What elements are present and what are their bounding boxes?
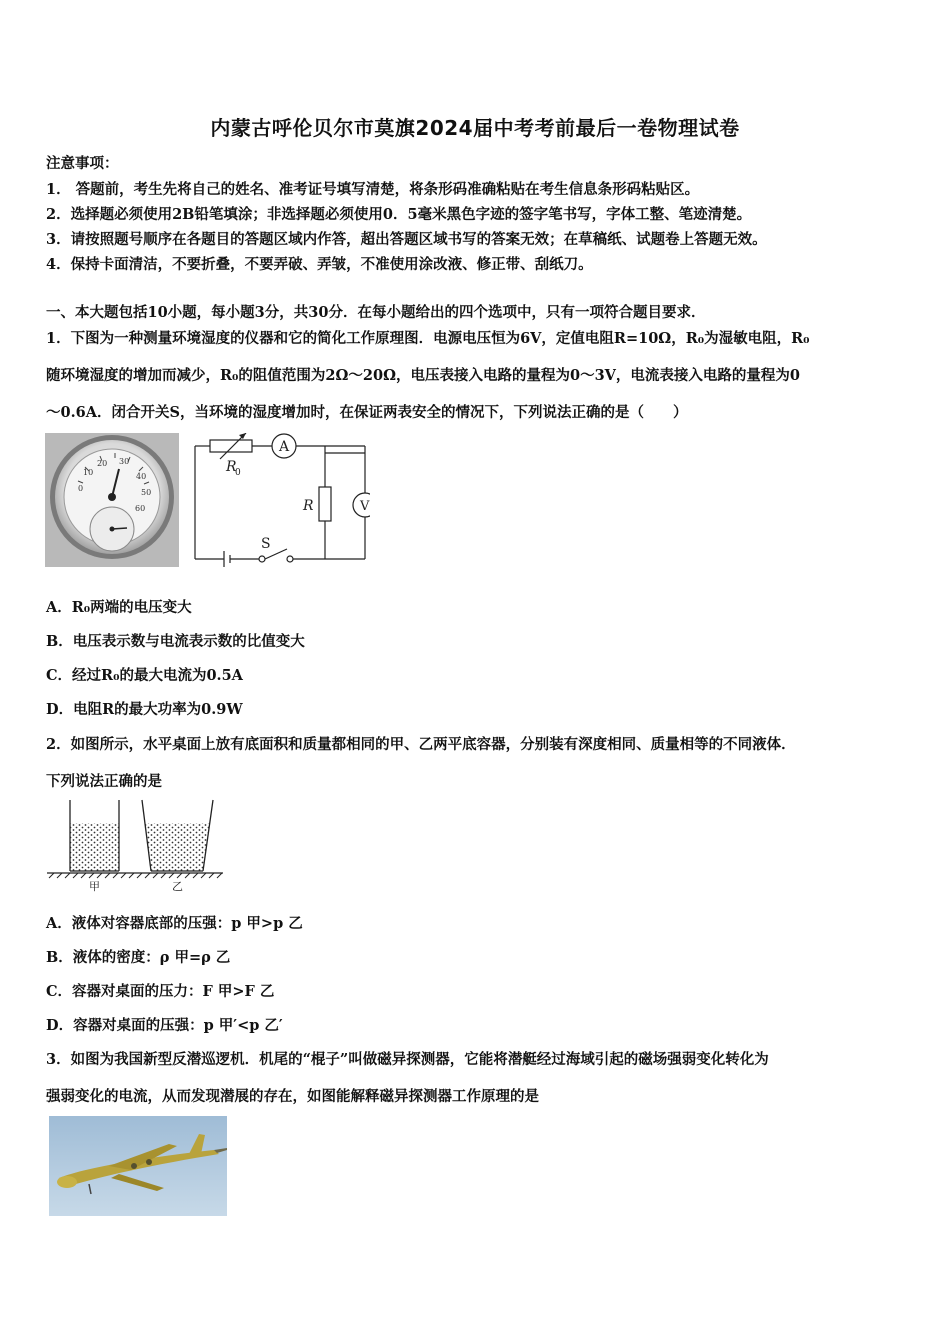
question-1-line: 1．下图为一种测量环境湿度的仪器和它的简化工作原理图．电源电压恒为6V，定值电阻R=10Ω，R₀为湿敏电阻，R₀ xyxy=(46,330,810,347)
notice-item: 4．保持卡面清洁，不要折叠，不要弄破、弄皱，不准使用涂改液、修正带、刮纸刀。 xyxy=(46,256,593,273)
q1-option-a[interactable]: A．R₀两端的电压变大 xyxy=(46,599,192,616)
r-label: R xyxy=(303,498,314,514)
notice-item: 2．选择题必须使用2B铅笔填涂；非选择题必须使用0．5毫米黑色字迹的签字笔书写，字体工整、笔迹清楚。 xyxy=(46,206,752,223)
hygrometer-image xyxy=(45,433,179,567)
container-label-jia: 甲 xyxy=(89,880,100,893)
q2-option-c[interactable]: C．容器对桌面的压力：F 甲>F 乙 xyxy=(46,983,275,1000)
notice-heading: 注意事项： xyxy=(46,155,119,172)
r0-subscript: 0 xyxy=(235,468,241,478)
voltmeter-label: V xyxy=(360,499,370,514)
question-1-line: ～0.6A．闭合开关S，当环境的湿度增加时，在保证两表安全的情况下，下列说法正确的是（ ） xyxy=(46,404,688,421)
q2-option-a[interactable]: A．液体对容器底部的压强：p 甲>p 乙 xyxy=(46,915,303,932)
hygrometer-mark: 50 xyxy=(141,488,152,497)
notice-item: 3．请按照题号顺序在各题目的答题区域内作答，超出答题区域书写的答案无效；在草稿纸、试题卷上答题无效。 xyxy=(46,231,767,248)
question-2-line: 2．如图所示，水平桌面上放有底面积和质量都相同的甲、乙两平底容器，分别装有深度相同、质量相等的不同液体． xyxy=(46,736,796,753)
containers-diagram xyxy=(45,796,225,894)
q1-option-b[interactable]: B．电压表示数与电流表示数的比值变大 xyxy=(46,633,305,650)
section-heading: 一、本大题包括10小题，每小题3分，共30分．在每小题给出的四个选项中，只有一项符合题目要求． xyxy=(46,304,706,321)
hygrometer-mark: 40 xyxy=(136,472,147,481)
q1-option-d[interactable]: D．电阻R的最大功率为0.9W xyxy=(46,701,243,718)
question-3-line: 3．如图为我国新型反潜巡逻机．机尾的“棍子”叫做磁异探测器，它能将潜艇经过海域引起的磁场强弱变化转化为 xyxy=(46,1051,769,1068)
page-title: 内蒙古呼伦贝尔市莫旗2024届中考考前最后一卷物理试卷 xyxy=(210,116,740,140)
hygrometer-mark: 60 xyxy=(135,504,146,513)
hygrometer-mark: 0 xyxy=(78,484,84,493)
hygrometer-mark: 30 xyxy=(119,457,130,466)
container-label-yi: 乙 xyxy=(172,880,183,893)
q2-option-b[interactable]: B．液体的密度：ρ 甲=ρ 乙 xyxy=(46,949,231,966)
patrol-aircraft-image xyxy=(49,1116,227,1216)
circuit-diagram xyxy=(190,433,370,571)
q2-option-d[interactable]: D．容器对桌面的压强：p 甲′<p 乙′ xyxy=(46,1017,283,1034)
hygrometer-mark: 10 xyxy=(83,468,94,477)
r0-label: R xyxy=(226,459,237,475)
q1-option-c[interactable]: C．经过R₀的最大电流为0.5A xyxy=(46,667,243,684)
switch-label: S xyxy=(261,536,271,552)
question-2-line: 下列说法正确的是 xyxy=(46,773,162,790)
question-3-line: 强弱变化的电流，从而发现潜展的存在，如图能解释磁异探测器工作原理的是 xyxy=(46,1088,539,1105)
ammeter-label: A xyxy=(279,439,290,455)
hygrometer-mark: 20 xyxy=(97,459,108,468)
notice-item: 1． 答题前，考生先将自己的姓名、准考证号填写清楚，将条形码准确粘贴在考生信息条形码粘贴区。 xyxy=(46,181,700,198)
question-1-line: 随环境湿度的增加而减少，R₀的阻值范围为2Ω～20Ω，电压表接入电路的量程为0～3V，电流表接入电路的量程为0 xyxy=(46,367,800,384)
